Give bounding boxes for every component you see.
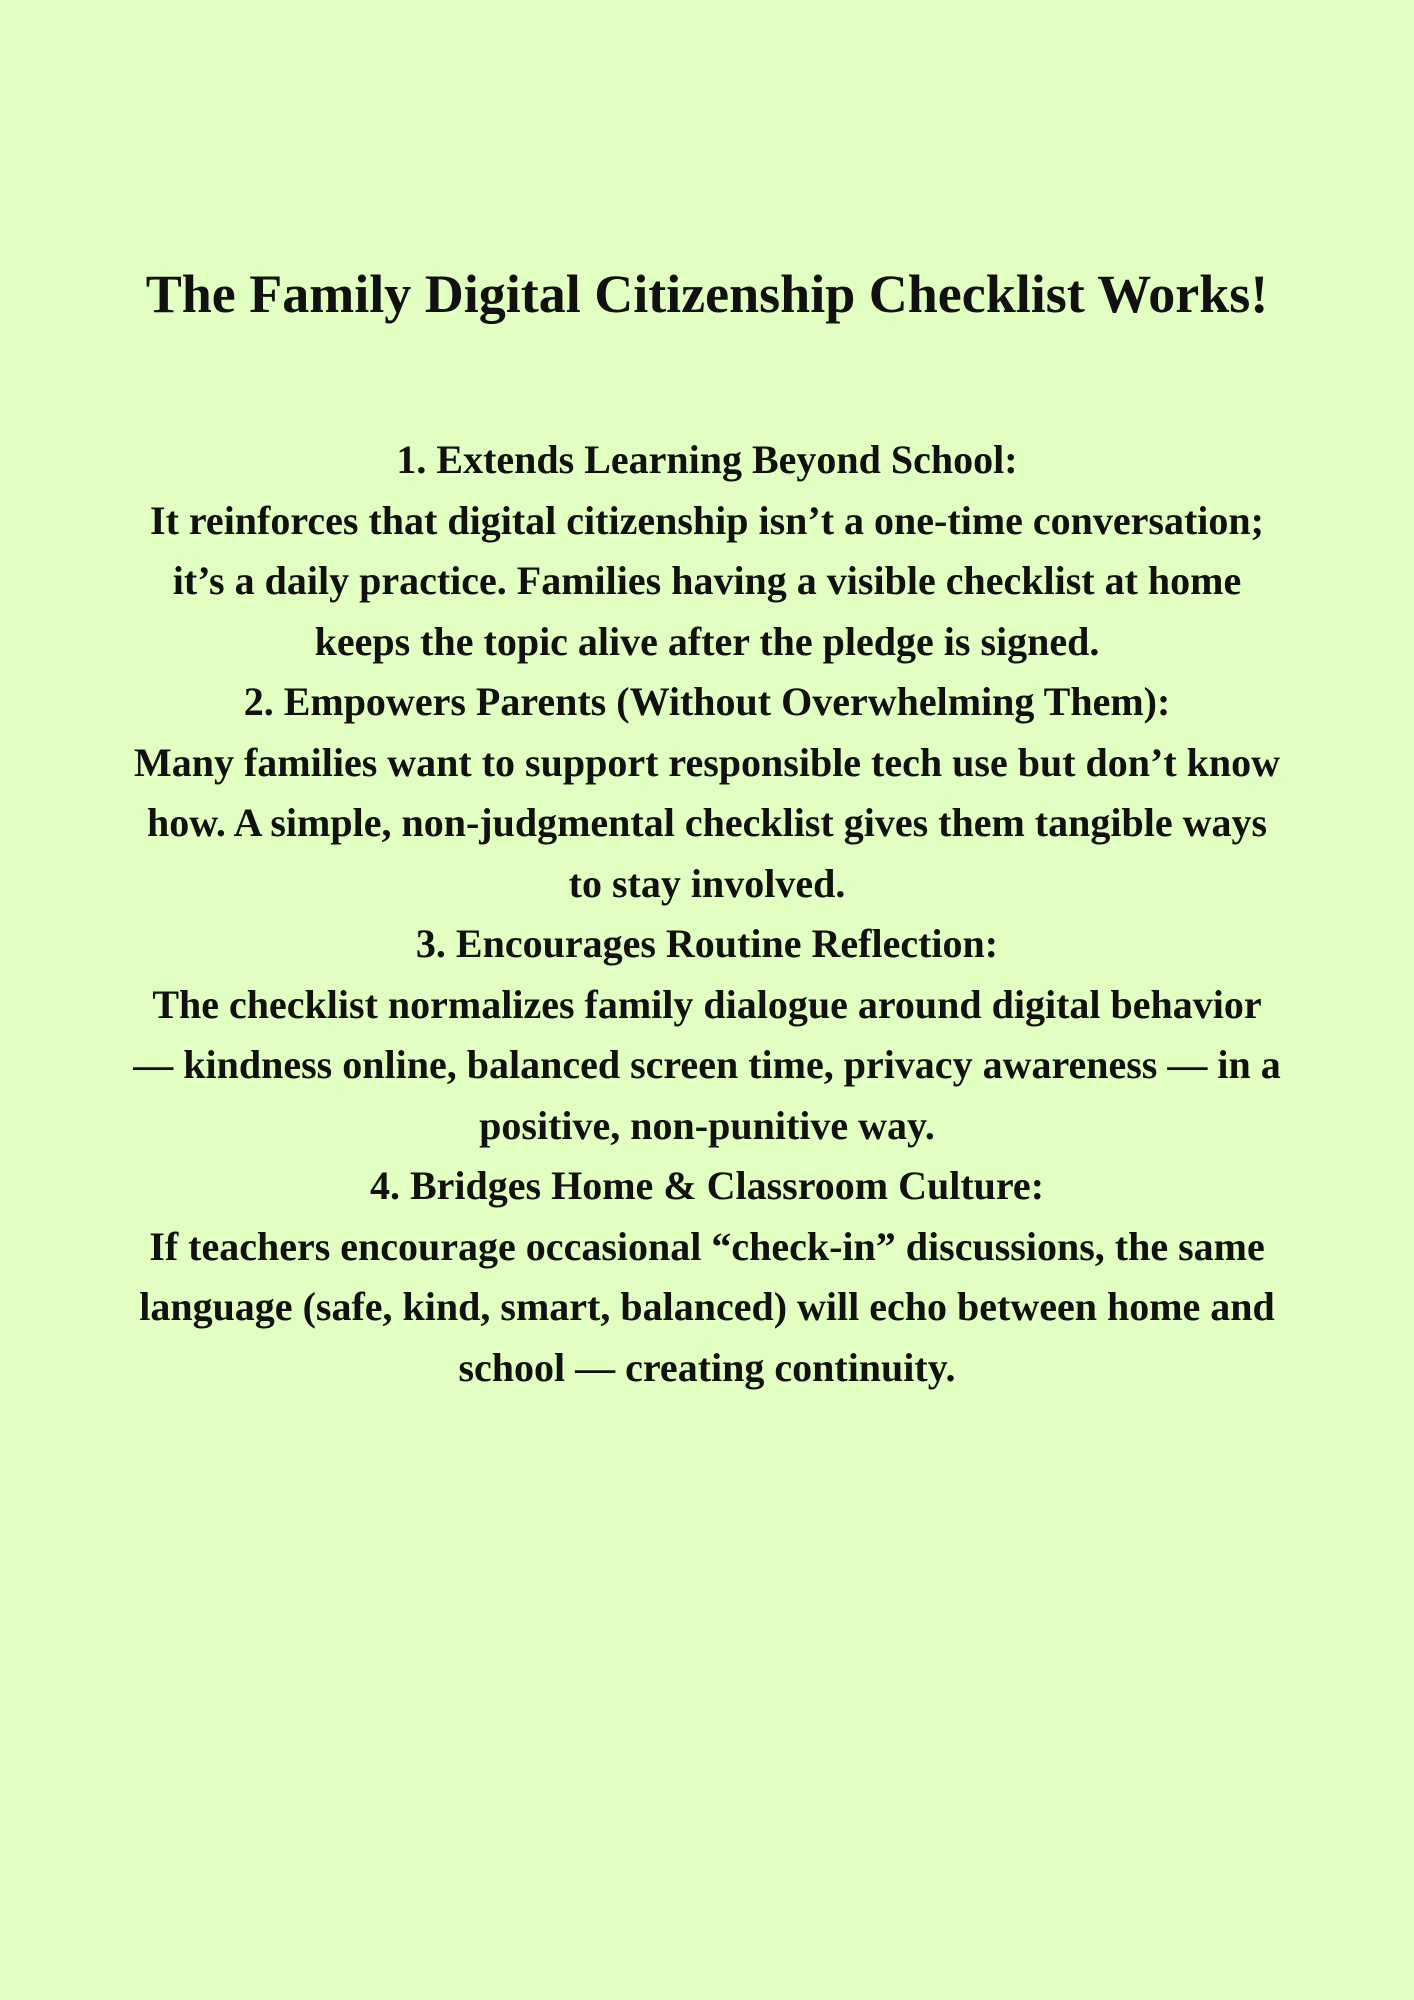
section-heading: 4. Bridges Home & Classroom Culture: <box>369 1163 1045 1208</box>
section-3 <box>130 914 1284 1156</box>
section-body: Many families want to support responsible tech use but don’t know how. A simple, non-judgmental checklist gives them tangible ways to stay involved. <box>133 739 1281 906</box>
document-title: The Family Digital Citizenship Checklist Works! <box>145 264 1269 324</box>
section-body: It reinforces that digital citizenship isn’t a one-time conversation; it’s a daily practice. Families having a visible checklist at home keeps the topic alive after the pledge is signed. <box>150 497 1264 664</box>
section-heading: 2. Empowers Parents (Without Overwhelming Them): <box>243 679 1171 724</box>
section-body: If teachers encourage occasional “check-in” discussions, the same language (safe, kind, smart, balanced) will echo between home and school — creating continuity. <box>139 1223 1275 1390</box>
section-heading: 1. Extends Learning Beyond School: <box>396 437 1018 482</box>
section-heading: 3. Encourages Routine Reflection: <box>415 921 999 966</box>
section-1 <box>130 430 1284 672</box>
section-4 <box>130 1156 1284 1398</box>
section-2 <box>130 672 1284 914</box>
section-list <box>130 430 1284 1398</box>
section-body: The checklist normalizes family dialogue around digital behavior — kindness online, balanced screen time, privacy awareness — in a positive, non-punitive way. <box>133 981 1281 1148</box>
